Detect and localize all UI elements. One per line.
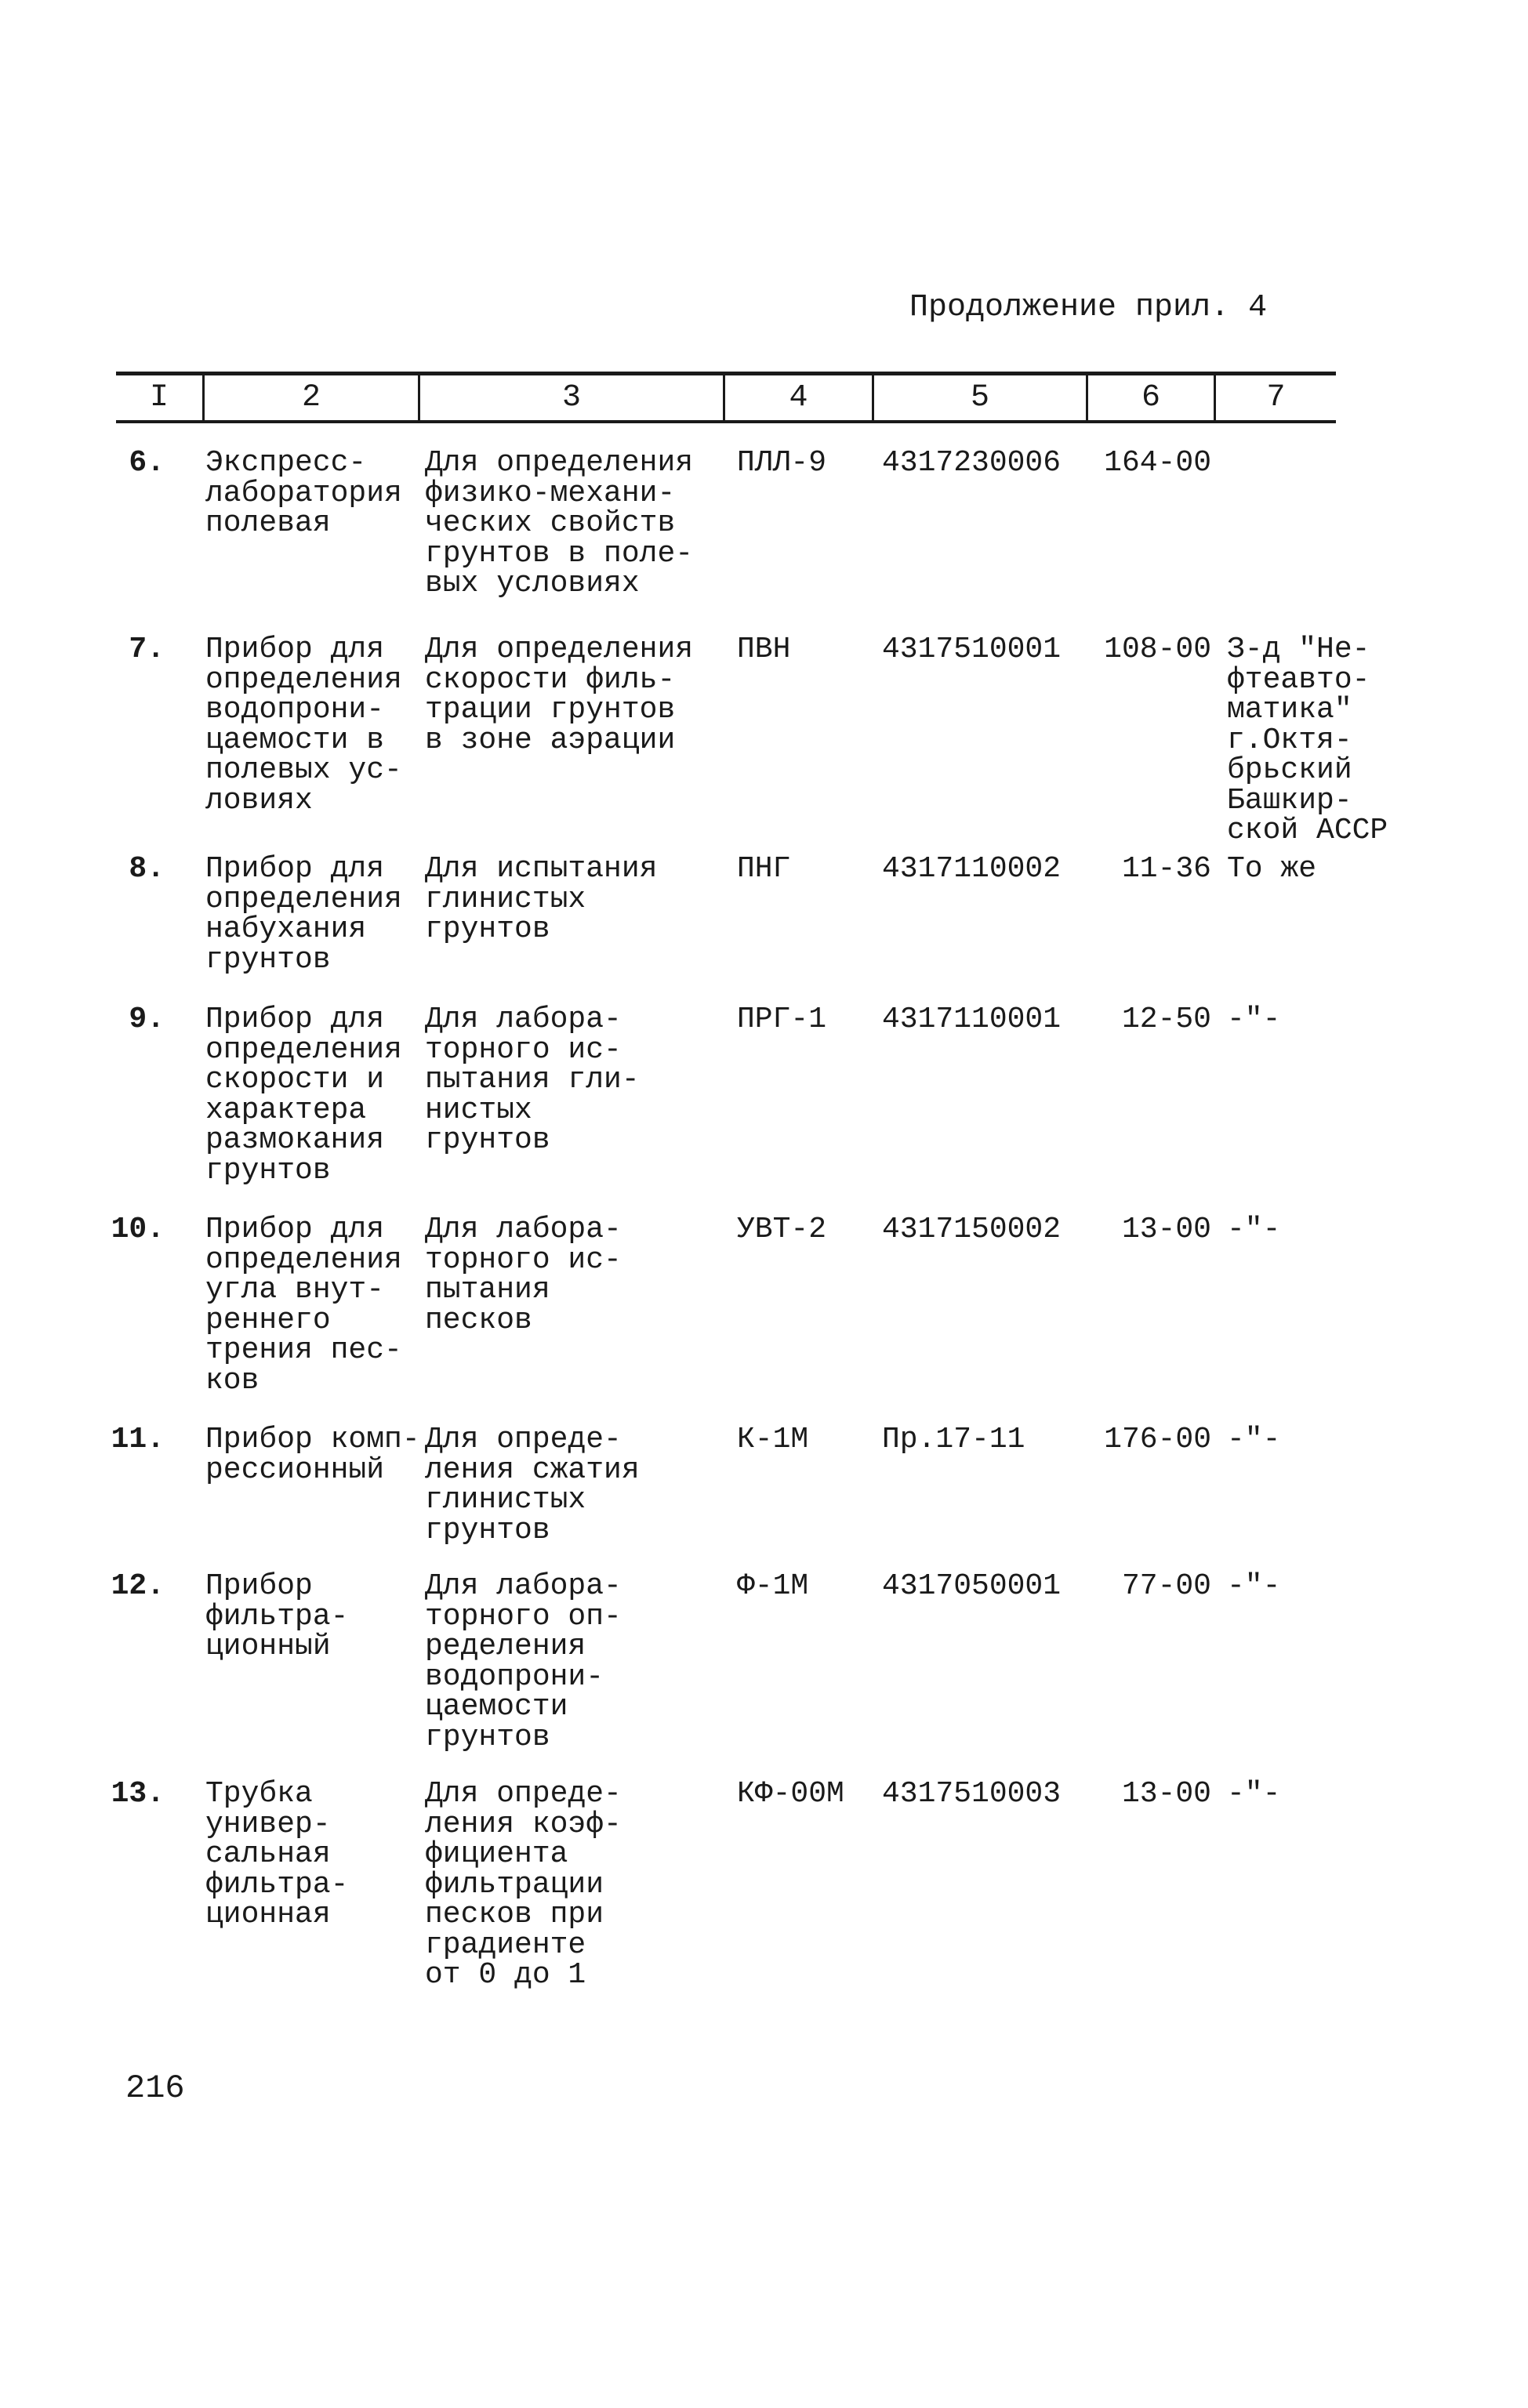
instrument-type: КФ-00М bbox=[737, 1777, 844, 1811]
manufacturer: -"- bbox=[1227, 1569, 1281, 1603]
instrument-price: 77-00 bbox=[1121, 1569, 1211, 1603]
instrument-name: Экспресс- лаборатория полевая bbox=[205, 446, 402, 540]
instrument-name: Прибор комп- рессионный bbox=[205, 1423, 420, 1487]
column-header-7: 7 bbox=[1266, 380, 1286, 415]
instrument-purpose: Для испытания глинистых грунтов bbox=[425, 852, 658, 946]
instrument-price: 176-00 bbox=[1104, 1423, 1211, 1456]
row-number: 8. bbox=[129, 852, 165, 886]
row-number: 10. bbox=[111, 1213, 165, 1246]
column-header-1: I bbox=[149, 380, 169, 415]
continuation-header: Продолжение прил. 4 bbox=[909, 290, 1268, 325]
column-header-4: 4 bbox=[789, 380, 808, 415]
instrument-type: ПРГ-1 bbox=[737, 1003, 827, 1036]
instrument-purpose: Для определения физико-механи- ческих свойств грунтов в поле- вых условиях bbox=[425, 446, 694, 600]
column-header-6: 6 bbox=[1141, 380, 1160, 415]
row-number: 9. bbox=[129, 1003, 165, 1036]
product-code: 4317110001 bbox=[882, 1003, 1062, 1036]
instrument-name: Трубка универ- сальная фильтра- ционная bbox=[205, 1777, 349, 1931]
product-code: 4317510001 bbox=[882, 633, 1062, 666]
manufacturer: -"- bbox=[1227, 1003, 1281, 1036]
instrument-purpose: Для лабора- торного ис- пытания гли- нистых грунтов bbox=[425, 1003, 640, 1157]
table-top-rule bbox=[116, 372, 1336, 375]
row-number: 7. bbox=[129, 633, 165, 666]
column-header-5: 5 bbox=[970, 380, 989, 415]
product-code: 4317050001 bbox=[882, 1569, 1062, 1603]
product-code: 4317510003 bbox=[882, 1777, 1062, 1811]
instrument-price: 164-00 bbox=[1104, 446, 1211, 480]
instrument-price: 12-50 bbox=[1121, 1003, 1211, 1036]
instrument-purpose: Для опреде- ления сжатия глинистых грунтов bbox=[425, 1423, 640, 1547]
instrument-name: Прибор для определения набухания грунтов bbox=[205, 852, 402, 977]
manufacturer: То же bbox=[1227, 852, 1317, 886]
manufacturer: З-д "Не- фтеавто- матика" г.Октя- брьский Башкир- ской АССР bbox=[1227, 633, 1388, 847]
instrument-name: Прибор фильтра- ционный bbox=[205, 1569, 349, 1663]
instrument-name: Прибор для определения водопрони- цаемости в полевых ус- ловиях bbox=[205, 633, 402, 818]
product-code: 4317110002 bbox=[882, 852, 1062, 886]
instrument-purpose: Для определения скорости филь- трации грунтов в зоне аэрации bbox=[425, 633, 694, 757]
instrument-purpose: Для опреде- ления коэф- фициента фильтрации песков при градиенте от 0 до 1 bbox=[425, 1777, 622, 1992]
instrument-price: 108-00 bbox=[1104, 633, 1211, 666]
instrument-purpose: Для лабора- торного оп- ределения водопрони- цаемости грунтов bbox=[425, 1569, 622, 1754]
page-number: 216 bbox=[125, 2069, 185, 2107]
row-number: 6. bbox=[129, 446, 165, 480]
column-header-3: 3 bbox=[561, 380, 581, 415]
instrument-price: 13-00 bbox=[1121, 1777, 1211, 1811]
instrument-purpose: Для лабора- торного ис- пытания песков bbox=[425, 1213, 622, 1337]
manufacturer: -"- bbox=[1227, 1423, 1281, 1456]
instrument-type: ПВН bbox=[737, 633, 791, 666]
table-header-rule bbox=[116, 420, 1336, 423]
instrument-name: Прибор для определения угла внут- реннего трения пес- ков bbox=[205, 1213, 402, 1398]
row-number: 13. bbox=[111, 1777, 165, 1811]
instrument-price: 13-00 bbox=[1121, 1213, 1211, 1246]
instrument-type: Ф-1М bbox=[737, 1569, 809, 1603]
instrument-type: ПЛЛ-9 bbox=[737, 446, 827, 480]
manufacturer: -"- bbox=[1227, 1213, 1281, 1246]
instrument-type: К-1М bbox=[737, 1423, 809, 1456]
product-code: 4317150002 bbox=[882, 1213, 1062, 1246]
instrument-price: 11-36 bbox=[1121, 852, 1211, 886]
instrument-name: Прибор для определения скорости и характера размокания грунтов bbox=[205, 1003, 402, 1188]
instrument-type: УВТ-2 bbox=[737, 1213, 827, 1246]
product-code: 4317230006 bbox=[882, 446, 1062, 480]
product-code: Пр.17-11 bbox=[882, 1423, 1025, 1456]
instrument-type: ПНГ bbox=[737, 852, 791, 886]
row-number: 12. bbox=[111, 1569, 165, 1603]
column-header-2: 2 bbox=[301, 380, 321, 415]
row-number: 11. bbox=[111, 1423, 165, 1456]
manufacturer: -"- bbox=[1227, 1777, 1281, 1811]
